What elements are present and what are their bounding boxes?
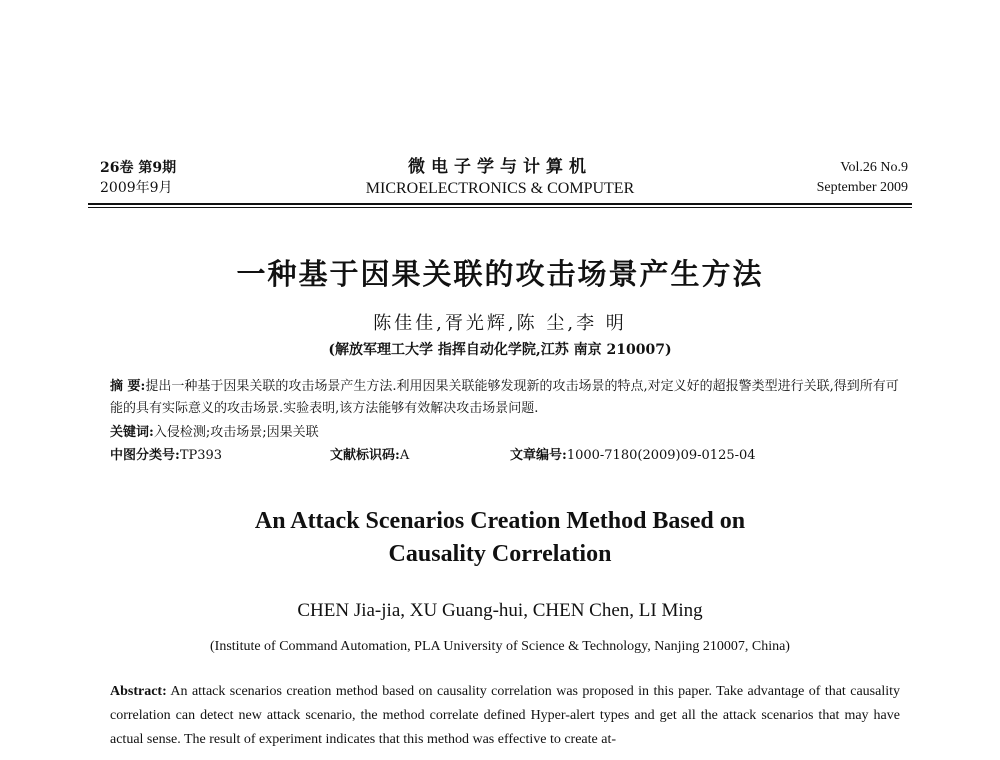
article-number-label: 文章编号: [510,448,567,463]
journal-title [300,156,700,200]
journal-title-en: MICROELECTRONICS & COMPUTER [365,180,635,197]
journal-issue [100,158,176,198]
article-number-value: 1000-7180(2009)09-0125-04 [566,448,756,463]
volume-issue: 26卷 第9期 [100,160,177,176]
keywords-cn [110,422,319,444]
abstract-label-cn: 摘 要: [110,379,146,394]
affiliation-en: (Institute of Command Automation, PLA University of Science & Technology, Nanjing 210007, China) [210,639,790,654]
abstract-text-en: An attack scenarios creation method based on causality correlation was proposed in this paper. Take advantage of that causality correlation can detect new attack scenario, the method correlate defined Hyper-alert types and get all the attack scenarios that may have actual sense. The result of experiment indicates that this method was effective to create at- [110,684,900,747]
paper-title-cn: 一种基于因果关联的攻击场景产生方法 [236,257,764,291]
abstract-text-cn: 提出一种基于因果关联的攻击场景产生方法.利用因果关联能够发现新的攻击场景的特点,对定义好的超报警类型进行关联,得到所有可能的具有实际意义的攻击场景.实验表明,该方法能够有效解决攻击场景问题. [110,379,899,416]
paper-title-en-line2: Causality Correlation [388,541,612,567]
document-code-value: A [399,448,410,463]
header-rule-thick [88,203,912,205]
abstract-en [110,680,900,752]
journal-title-cn: 微电子学与计算机 [408,157,592,177]
issue-date-cn: 2009年9月 [100,180,173,196]
journal-volume-en [817,158,908,198]
classification-label: 中图分类号: [110,448,180,463]
paper-title-en [0,505,1000,571]
header-rule-thin [88,207,912,208]
authors-en: CHEN Jia-jia, XU Guang-hui, CHEN Chen, LI Ming [297,600,703,621]
classification-number [110,445,222,467]
authors-cn: 陈佳佳,胥光辉,陈 尘,李 明 [373,313,627,334]
affiliation-cn: (解放军理工大学 指挥自动化学院,江苏 南京 210007) [328,342,672,358]
issue-date-en: September 2009 [816,180,908,195]
document-code [330,445,409,467]
document-code-label: 文献标识码: [330,448,400,463]
classification-value: TP393 [179,448,223,463]
abstract-label-en: Abstract: [110,684,167,699]
paper-title-en-line1: An Attack Scenarios Creation Method Based on [254,508,746,534]
article-number [510,445,756,467]
keywords-text-cn: 入侵检测;攻击场景;因果关联 [153,425,319,440]
abstract-cn [110,376,902,420]
keywords-label-cn: 关键词: [110,425,154,440]
volume-number-en: Vol.26 No.9 [840,160,908,175]
